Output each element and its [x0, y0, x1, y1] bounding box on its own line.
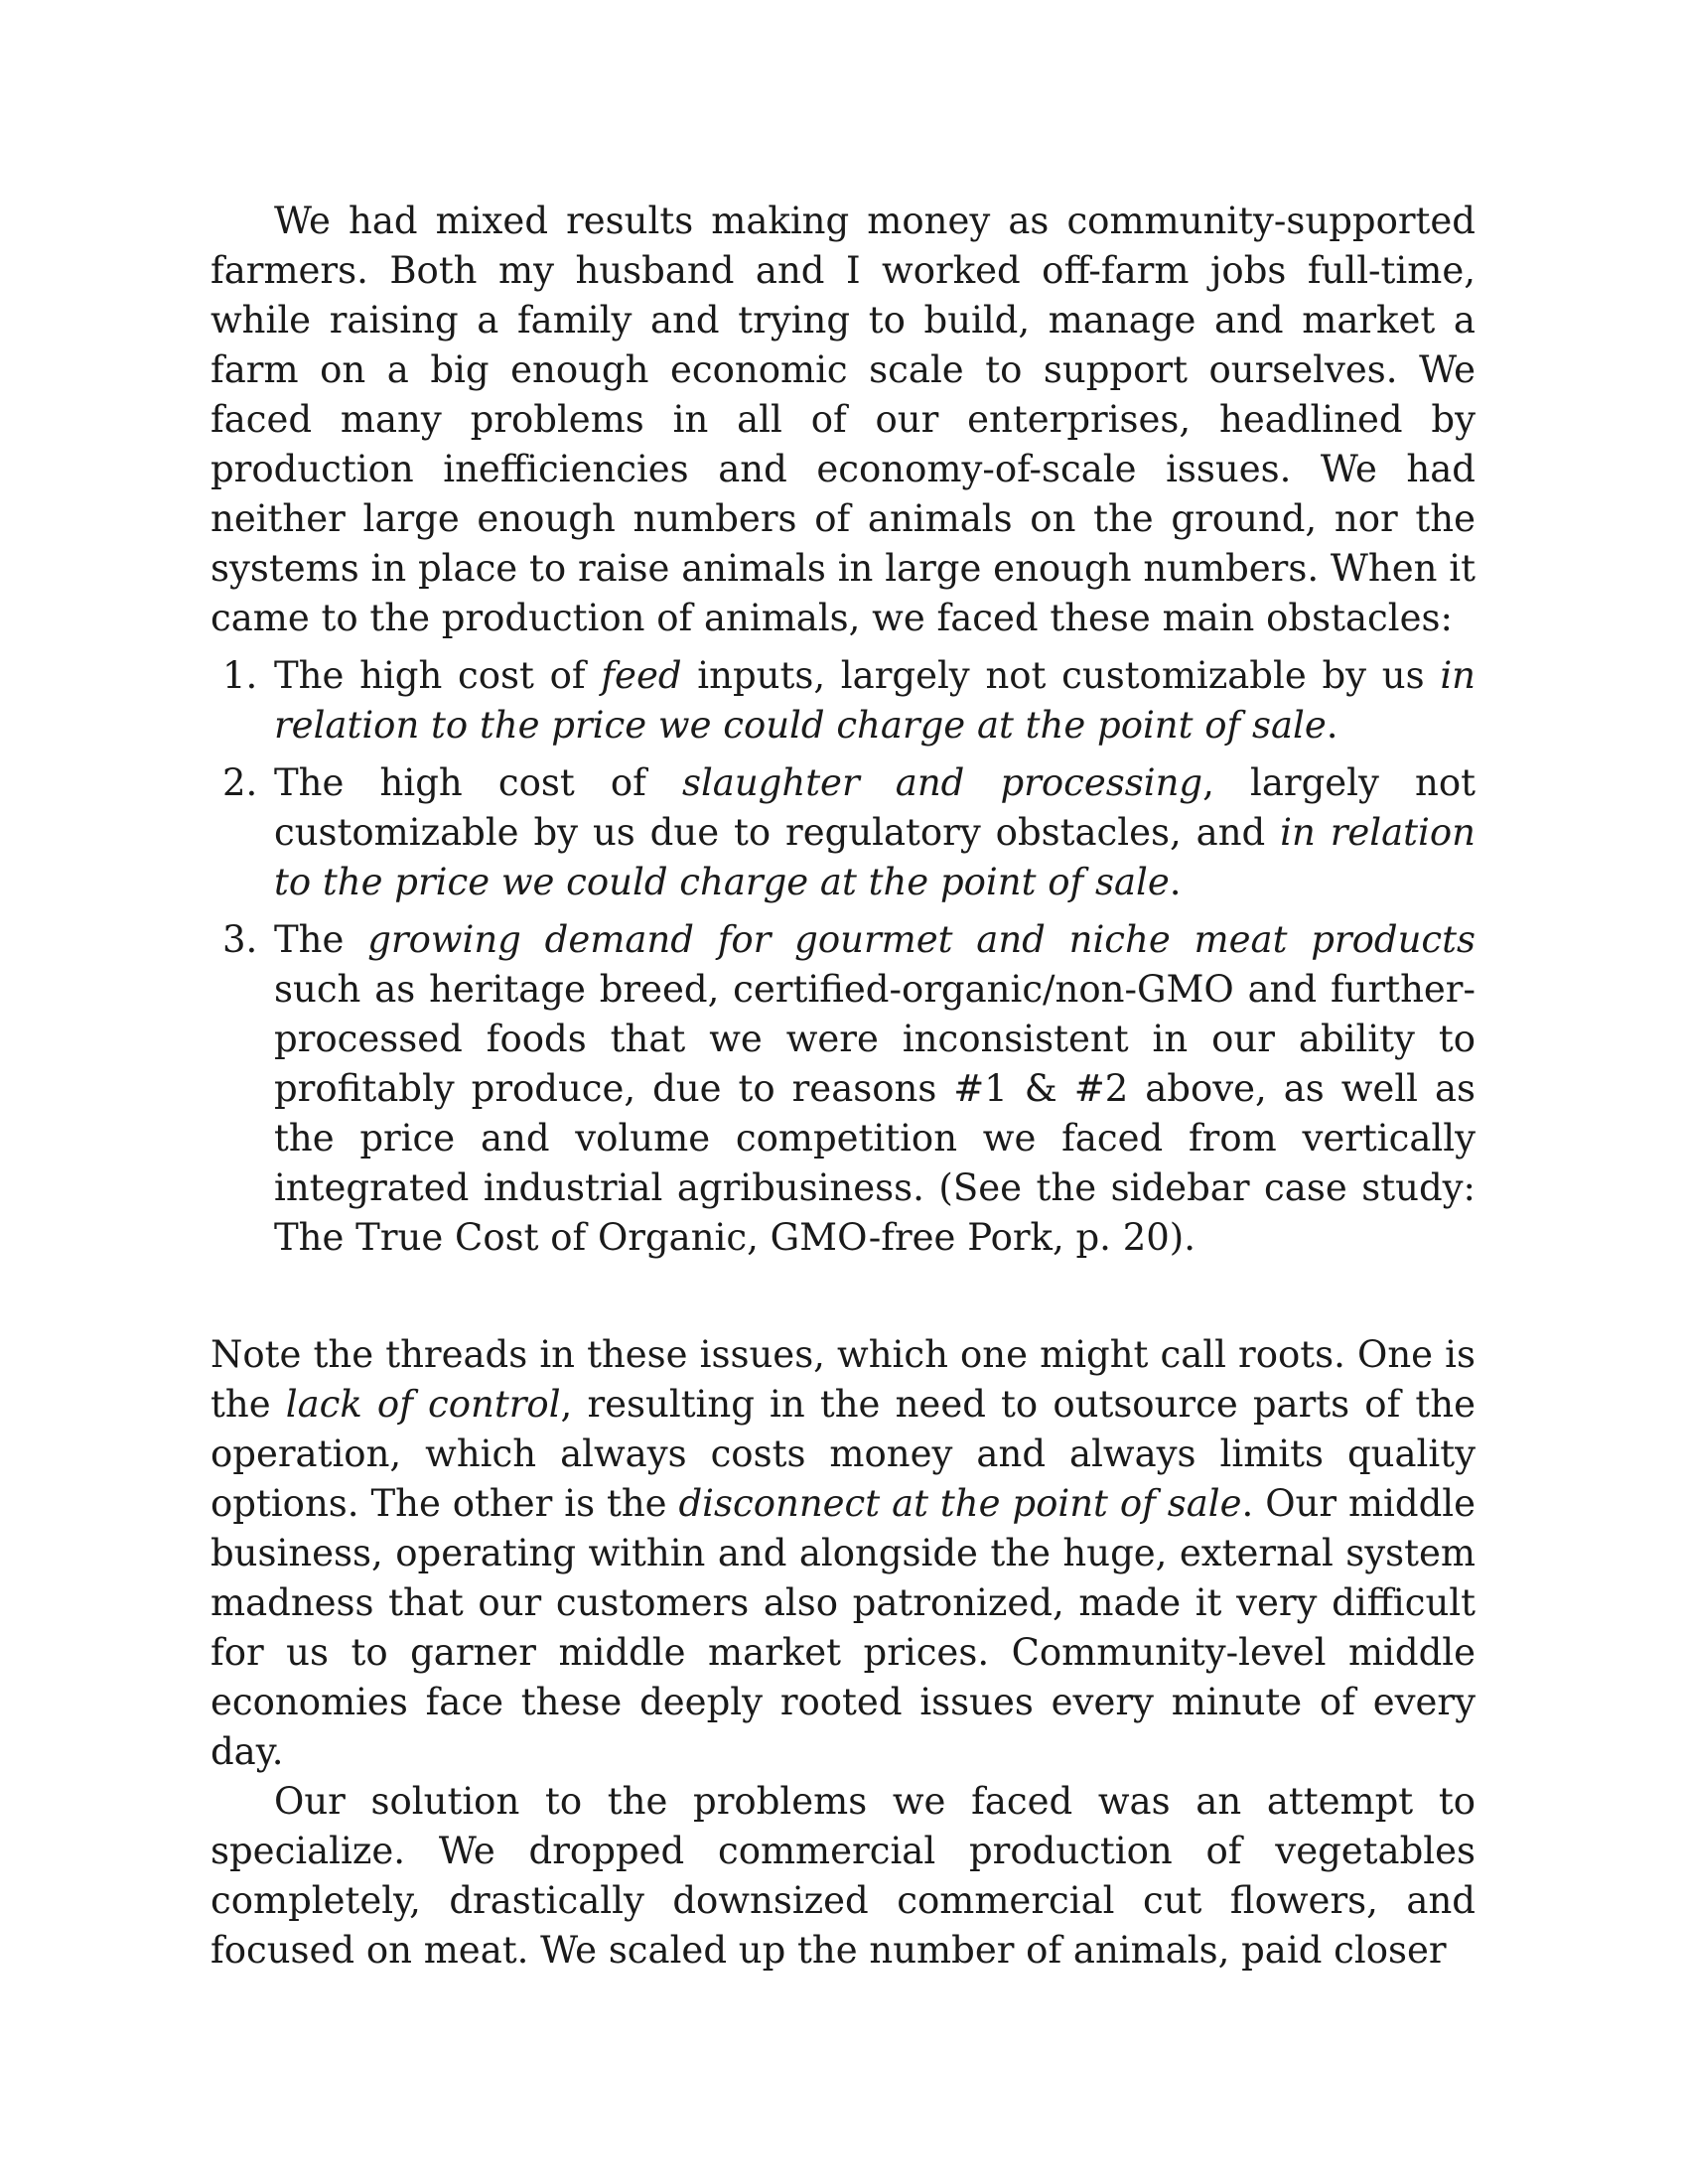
item-text: The high cost of — [274, 654, 602, 697]
item-text: , largely not customizable by us due to regulatory obstacles, and — [274, 761, 1477, 854]
para-emphasis: disconnect at the point of sale — [678, 1482, 1242, 1525]
list-item — [211, 915, 1476, 1263]
item-emphasis: growing demand for gourmet and niche meat products — [367, 918, 1476, 961]
item-emphasis: in relation to the price we could charge at the point of sale — [274, 811, 1476, 903]
page-body — [211, 197, 1476, 1976]
para-text: Note the threads in these issues, which one might call roots. One is the — [211, 1333, 1476, 1426]
item-text: . — [1326, 704, 1338, 747]
list-number: 3. — [222, 918, 258, 961]
list-item — [211, 651, 1476, 751]
para-emphasis: lack of control — [285, 1383, 561, 1426]
para-text: . Our middle business, operating within and alongside the huge, external system madness that our customers also patronized, made it very difficult for us to garner middle market prices. Community-level middle economies face these deeply rooted issues every minute of every day. — [211, 1482, 1476, 1773]
list-number: 1. — [222, 654, 258, 697]
item-text: The high cost of — [274, 761, 682, 804]
list-item — [211, 758, 1476, 907]
item-emphasis: slaughter and processing — [681, 761, 1203, 804]
paragraph-solution: Our solution to the problems we faced was an attempt to specialize. We dropped commercial production of vegetables completely, drastically downsized commercial cut flowers, and focused on meat. We scaled up the number of animals, paid closer — [211, 1780, 1476, 1972]
paragraph-intro: We had mixed results making money as community-supported farmers. Both my husband and I worked off-farm jobs full-time, while raising a family and trying to build, manage and market a farm on a big enough economic scale to support ourselves. We faced many problems in all of our enterprises, headlined by production inefficiencies and economy-of-scale issues. We had neither large enough numbers of animals on the ground, nor the systems in place to raise animals in large enough numbers. When it came to the production of animals, we faced these main obstacles: — [211, 200, 1476, 639]
item-text: . — [1169, 861, 1182, 903]
obstacles-list — [211, 651, 1476, 1263]
item-emphasis: in relation to the price we could charge at the point of sale — [274, 654, 1477, 747]
item-text: such as heritage breed, certified-organic/non-GMO and further-processed foods that we were inconsistent in our ability to profitably produce, due to reasons #1 & #2 above, as well as the price and volume competition we faced from vertically integrated industrial agribusiness. (See the sidebar case study: The True Cost of Organic, GMO-free Pork, p. 20). — [274, 968, 1476, 1259]
item-text: The — [274, 918, 368, 961]
list-number: 2. — [222, 761, 258, 804]
paragraph-roots — [211, 1330, 1476, 1777]
item-emphasis: feed — [601, 654, 682, 697]
section-gap — [211, 1271, 1476, 1330]
item-text: inputs, largely not customizable by us — [681, 654, 1441, 697]
para-text: , resulting in the need to outsource parts of the operation, which always costs money and always limits quality options. The other is the — [211, 1383, 1477, 1525]
